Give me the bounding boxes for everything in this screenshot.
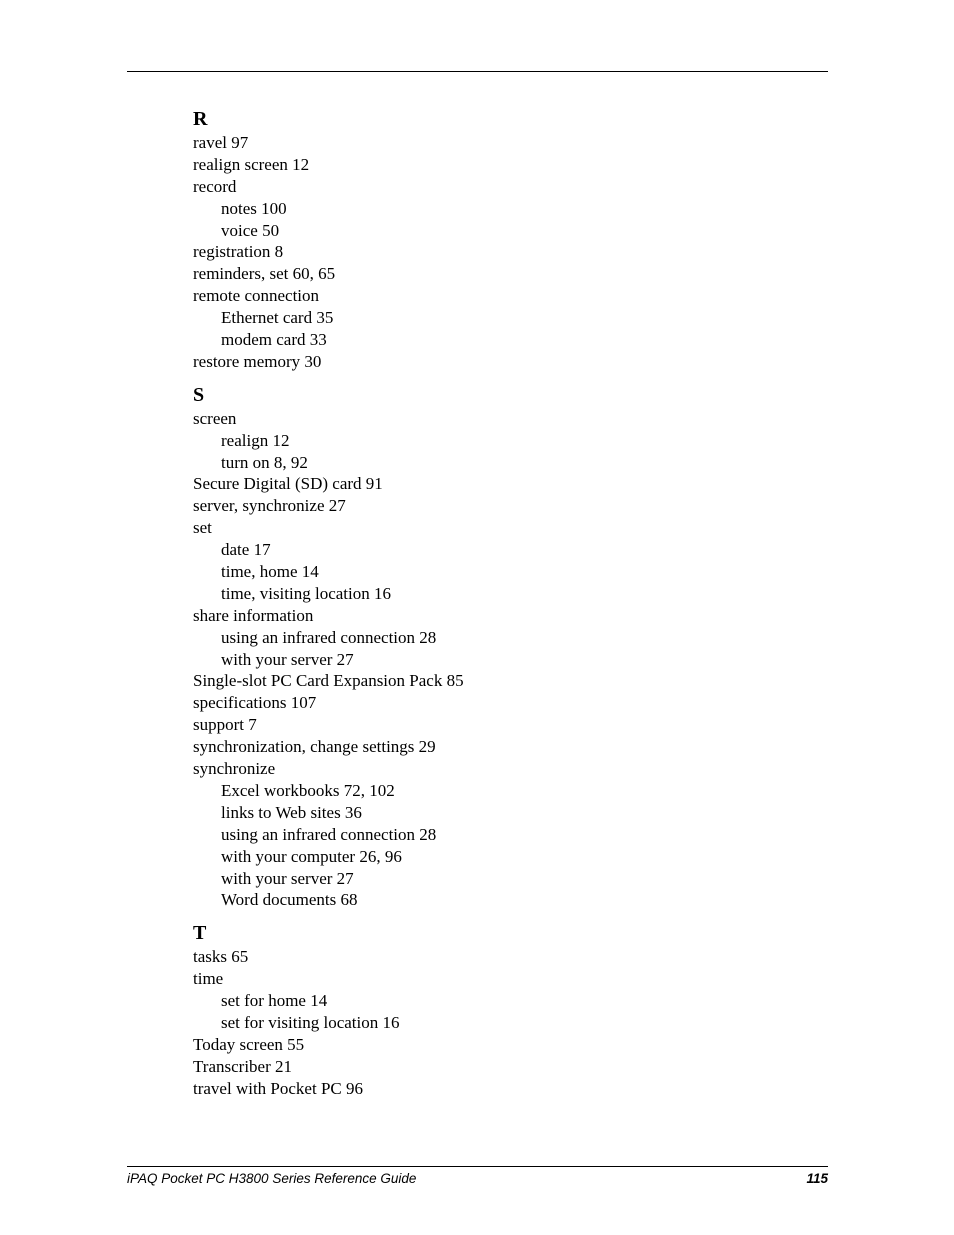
index-entry: Transcriber 21 xyxy=(193,1056,292,1076)
index-subentry: realign 12 xyxy=(221,430,290,450)
index-subentry: with your server 27 xyxy=(221,649,354,669)
index-entry: Today screen 55 xyxy=(193,1034,305,1054)
index-section-t xyxy=(193,920,813,1099)
index-subentry: set for home 14 xyxy=(221,991,328,1011)
index-entry: restore memory 30 xyxy=(193,351,322,371)
index-entry: remote connection xyxy=(193,286,320,306)
index-entry: realign screen 12 xyxy=(193,154,310,174)
index-subentry: time, home 14 xyxy=(221,562,319,582)
index-subentry: Word documents 68 xyxy=(221,890,358,910)
index-subentry: turn on 8, 92 xyxy=(221,452,308,472)
index-subentry: modem card 33 xyxy=(221,330,327,350)
index-entry: registration 8 xyxy=(193,242,284,262)
index-entry: screen xyxy=(193,408,237,428)
index-entry: reminders, set 60, 65 xyxy=(193,264,336,284)
index-subentry: set for visiting location 16 xyxy=(221,1012,400,1032)
index-subentry: with your computer 26, 96 xyxy=(221,846,402,866)
index-subentry: using an infrared connection 28 xyxy=(221,627,437,647)
index-section-r xyxy=(193,106,813,373)
index-entry: specifications 107 xyxy=(193,693,317,713)
index-entry: Secure Digital (SD) card 91 xyxy=(193,474,383,494)
footer-rule xyxy=(127,1166,828,1167)
index-subentry: Excel workbooks 72, 102 xyxy=(221,780,395,800)
index-entry: tasks 65 xyxy=(193,947,249,967)
index-subentry: date 17 xyxy=(221,540,271,560)
index-entry: ravel 97 xyxy=(193,133,249,152)
index-entry: synchronize xyxy=(193,759,276,779)
section-letter: R xyxy=(193,108,208,130)
index-entry: support 7 xyxy=(193,715,257,735)
index-entry: set xyxy=(193,518,212,538)
index-subentry: using an infrared connection 28 xyxy=(221,824,437,844)
header-rule xyxy=(127,71,828,72)
index-subentry: links to Web sites 36 xyxy=(221,802,362,822)
index-entry: share information xyxy=(193,605,314,625)
index-entry: Single-slot PC Card Expansion Pack 85 xyxy=(193,671,464,691)
index-entry: synchronization, change settings 29 xyxy=(193,737,436,757)
index-subentry: time, visiting location 16 xyxy=(221,583,391,603)
index-entry: time xyxy=(193,969,224,989)
index-entry: server, synchronize 27 xyxy=(193,496,346,516)
section-letter: T xyxy=(193,922,207,945)
index-subentry: Ethernet card 35 xyxy=(221,308,334,328)
index-subentry: with your server 27 xyxy=(221,868,354,888)
footer-title: iPAQ Pocket PC H3800 Series Reference Guide xyxy=(127,1171,417,1186)
index-entry: travel with Pocket PC 96 xyxy=(193,1078,363,1098)
index-list xyxy=(193,106,813,1100)
section-letter: S xyxy=(193,383,205,406)
page-number: 115 xyxy=(806,1171,828,1186)
index-subentry: notes 100 xyxy=(221,198,287,218)
index-section-s xyxy=(193,382,813,911)
index-entry: record xyxy=(193,176,237,196)
index-subentry: voice 50 xyxy=(221,220,280,240)
